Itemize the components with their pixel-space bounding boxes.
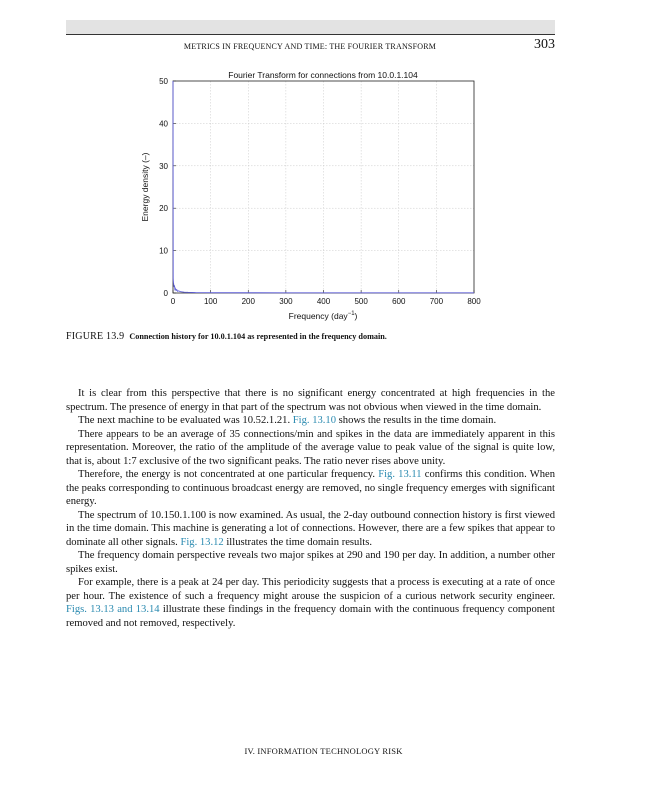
paragraph: For example, there is a peak at 24 per day. This periodicity suggests that a process is executing at a rate of once per hour. The existence of such a frequency might arouse the suspicion of a curious network security engineer. Figs. 13.13 and 13.14 illustrate these findings in the frequency domain with the continuous frequency component removed and not removed, respectively. xyxy=(66,577,555,629)
x-tick-label: 700 xyxy=(429,297,444,306)
figure-caption-text: Connection history for 10.0.1.104 as represented in the frequency domain. xyxy=(129,332,387,341)
y-tick-label: 30 xyxy=(159,161,168,171)
paragraph: Therefore, the energy is not concentrated at one particular frequency. Fig. 13.11 confirms this condition. When the peaks corresponding to continuous broadcast energy are removed, no single frequency emerges with significant energy. xyxy=(66,469,555,507)
figure-caption xyxy=(66,331,555,342)
figure-link[interactable]: Fig. 13.12 xyxy=(180,536,224,548)
paragraph: The frequency domain perspective reveals two major spikes at 290 and 190 per day. In addition, a number other spikes exist. xyxy=(66,550,555,575)
x-tick-label: 500 xyxy=(354,297,368,306)
body-text xyxy=(66,387,555,630)
y-axis-label: Energy density (–) xyxy=(140,152,150,222)
x-tick-label: 400 xyxy=(316,297,331,306)
header-band xyxy=(66,20,555,34)
running-head: METRICS IN FREQUENCY AND TIME: THE FOURIER TRANSFORM xyxy=(183,42,437,51)
x-tick-label: 200 xyxy=(241,297,255,306)
figure-link[interactable]: Fig. 13.10 xyxy=(292,415,337,426)
chart-grid xyxy=(173,81,474,293)
y-tick-label: 40 xyxy=(159,119,168,129)
figure-label: FIGURE 13.9 xyxy=(66,331,125,342)
paragraph: The next machine to be evaluated was 10.52.1.21. Fig. 13.10 shows the results in the time domain. xyxy=(78,415,497,426)
paragraph: The spectrum of 10.150.1.100 is now examined. As usual, the 2-day outbound connection history is first viewed in the time domain. This machine is generating a lot of connections. However, there are a few spikes that appear to dominate all other signals. Fig. 13.12 illustrates the time domain results. xyxy=(66,509,555,548)
x-tick-label: 600 xyxy=(392,297,406,306)
x-tick-label: 300 xyxy=(279,297,293,306)
y-tick-label: 0 xyxy=(163,289,168,298)
header-rule xyxy=(66,34,555,35)
x-axis-label: Frequency (day$^{-1}$) xyxy=(288,311,358,321)
figure-link[interactable]: Fig. 13.11 xyxy=(378,469,422,480)
x-tick-label: 100 xyxy=(203,297,218,306)
x-tick-label: 0 xyxy=(170,297,176,306)
y-tick-label: 50 xyxy=(159,77,168,86)
page-footer: IV. INFORMATION TECHNOLOGY RISK xyxy=(244,746,403,756)
chart-title: Fourier Transform for connections from 10.0.1.104 xyxy=(228,70,418,80)
page-number: 303 xyxy=(534,37,555,52)
y-tick-label: 20 xyxy=(159,204,168,214)
y-tick-label: 10 xyxy=(159,246,168,256)
x-tick-label: 800 xyxy=(467,297,481,306)
paragraph: It is clear from this perspective that there is no significant energy concentrated at high frequencies in the spectrum. The presence of energy in that part of the spectrum was not obvious when viewed in the time domain. xyxy=(66,388,555,413)
paragraph: There appears to be an average of 35 connections/min and spikes in the data are immediately apparent in this representation. Moreover, the ratio of the amplitude of the average value to peak value of the signal is quite low, that is, about 1:7 exclusive of the two significant peaks. The ratio never rises above unity. xyxy=(66,428,555,467)
fourier-chart xyxy=(0,55,647,325)
figure-link[interactable]: Figs. 13.13 and 13.14 xyxy=(66,604,160,615)
